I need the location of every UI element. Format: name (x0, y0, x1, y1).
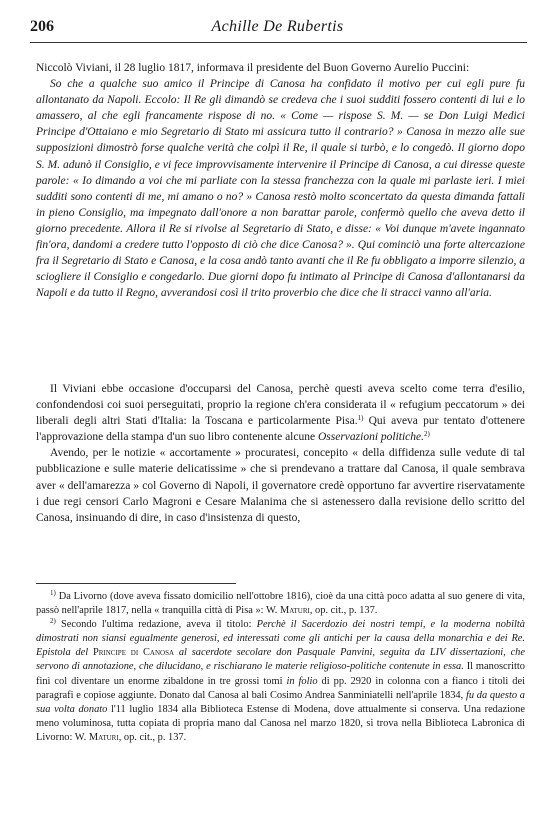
main-text-upper (36, 60, 525, 301)
running-head: Achille De Rubertis (211, 18, 344, 35)
header-rule (30, 42, 527, 43)
book-title: Osservazioni politiche. (317, 431, 425, 444)
footnotes (36, 590, 525, 745)
footnote-ref-2: 2) (424, 430, 430, 439)
paragraph-governatore: Avendo, per le notizie « accortamente » procuratesi, concepito « della diffidenza sulle vedute di tal pubblicazione e sulle materie delicatissime » che si prendevano a trattare dal Canosa, il quale sembrava aver « dell'amarezza » col Governo di Napoli, il governatore credè opportuno far avvertire riservatamente i due regi censori Carlo Magroni e Cesare Malanima che si astenessero dalla revisione dello scritto del Canosa, insinuando di dire, in caso d'insistenza di questo, (36, 447, 525, 524)
intro-paragraph: Niccolò Viviani, il 28 luglio 1817, informava il presidente del Buon Governo Aurelio Puccini: (36, 62, 470, 74)
footnote-rule (36, 583, 236, 584)
page-number: 206 (30, 18, 54, 35)
footnote-2: $^{2)}$ Secondo l'ultima redazione, aveva il titolo: Perchè il Sacerdozio dei nostri tempi, e la moderna nobiltà dimostrati non siansi egualmente generosi, ed interessati come gli antichi per la causa della monarchia e dei Re. Epistola del Principe di Canosa al sacerdote secolare don Pasquale Panvini, seguita da LIV dissertazioni, che servono di annotazione, che dilucidano, e rischiarano le materie religioso-politiche contenute in essa. Il manoscritto finì col diventare un enorme zibaldone in tre grossi tomi in folio di pp. 2920 in colonna con a fianco i titoli dei paragrafi e copiose aggiunte. Donato dal Canosa al bali Cosimo Andrea Sanminiatelli nell'aprile 1834, fu da questo a sua volta donato l'11 luglio 1834 alla Biblioteca Estense di Modena, dove attualmente si conserva. Una redazione meno voluminosa, tutta copiata di propria mano dal Canosa nel marzo 1820, si trova nella Biblioteca Labronica di Livorno: W. Maturi, op. cit., p. 137. (36, 617, 525, 743)
paragraph-viviani: Il Viviani ebbe occasione d'occuparsi del Canosa, perchè questi aveva scelto come terra d'esilio, confondendosi coi suoi perseguitati, proprio la regione ch'era considerata il « refugium peccatorum » dei liberali degli altri Stati d'Italia: la Toscana e particolarmente Pisa.$^{1)}$ Qui aveva pur tentato d'ottenere l'approvazione della stampa d'un suo libro contenente alcune Osservazioni politiche.$^{2)}$ (36, 383, 525, 444)
quoted-letter: So che a qualche suo amico il Principe di Canosa ha confidato il motivo per cui egli pure fu allontanato da Napoli. Eccolo: Il Re gli dimandò se credeva che i suoi sudditi fossero contenti di lui e lo amassero, al che egli francamente rispose di no. « Come — rispose S. M. — se Don Luigi Medici Principe d'Ottaiano e mio Segretario di Stato mi assicura tutto il contrario? » Canosa in mezzo alle sue supposizioni dimostrò forse qualche verità che colpì il Re, il quale si turbò, e lo congedò. Il giorno dopo S. M. adunò il Consiglio, e vi fece improvvisamente intervenire il Principe di Canosa, a cui diresse queste parole: « Io dimando a voi che mi parliate con la stessa franchezza con la quale mi parlaste ieri. I miei sudditi sono contenti di me, mi amano o no? » Canosa restò molto sconcertato da questa dimanda fattali in pieno Consiglio, ma impegnato dall'onore a non barattar parole, confermò quello che aveva detto il giorno precedente. Allora il Re si rivolse al Segretario di Stato, e disse: « Voi dunque m'avete ingannato fin'ora, dandomi a credere tutto l'opposto di ciò che dice Canosa? ». Qui cominciò una forte altercazione fra il Segretario di Stato e Canosa, e la cosa andò tanto avanti che il Re fu obbligato a imporre silenzio, a sciogliere il Consiglio e congedarlo. Due giorni dopo fu intimato al Principe di Canosa d'allontanarsi da Napoli e da tutto il Regno, avverandosi così il trito proverbio che dice che li stracci vanno all'aria. (36, 78, 525, 300)
main-text-lower (36, 381, 525, 526)
page-header (30, 16, 525, 40)
footnote-ref-1: 1) (357, 414, 364, 423)
footnote-1: $^{1)}$ Da Livorno (dove aveva fissato domicilio nell'ottobre 1816), cioè da una città poco adatta al suo genere di vita, passò nell'aprile 1817, nella « tranquilla città di Pisa »: W. Maturi, op. cit., p. 137. (36, 589, 525, 617)
